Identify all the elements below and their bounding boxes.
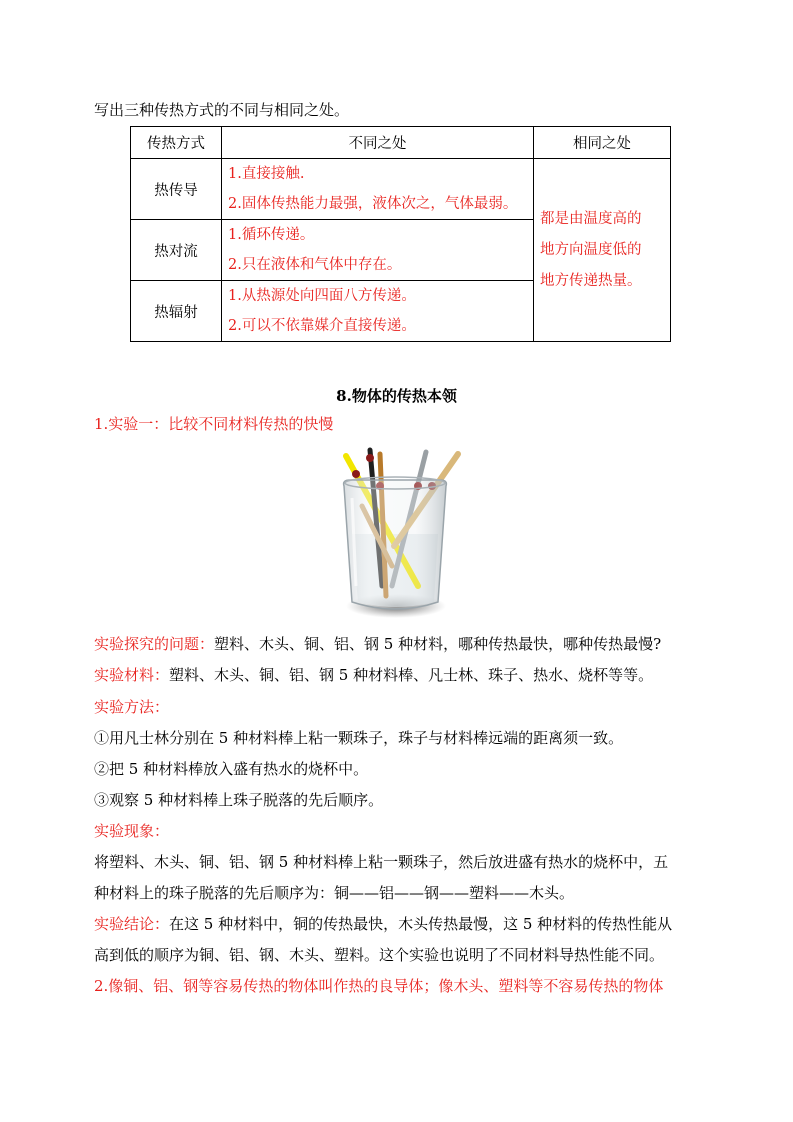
diff-cell bbox=[222, 159, 534, 220]
experiment-heading: 1.实验一：比较不同材料传热的快慢 bbox=[94, 415, 334, 433]
method-cell: 热对流 bbox=[131, 220, 222, 281]
diff-line: 1.从热源处向四面八方传递。 bbox=[228, 288, 416, 304]
diff-line: 2.固体传热能力最强，液体次之，气体最弱。 bbox=[228, 196, 518, 212]
phenomenon-line: 将塑料、木头、铜、铝、钢 5 种材料棒上粘一颗珠子，然后放进盛有热水的烧杯中，五 bbox=[94, 853, 669, 871]
conclusion-line-2: 高到低的顺序为铜、铝、钢、木头、塑料。这个实验也说明了不同材料导热性能不同。 bbox=[94, 946, 665, 964]
conclusion-label: 实验结论： bbox=[94, 915, 170, 933]
materials-line bbox=[94, 665, 653, 685]
conclusion-text: 在这 5 种材料中，铜的传热最快，木头传热最慢，这 5 种材料的传热性能从 bbox=[169, 915, 673, 933]
question-text: 塑料、木头、铜、铝、钢 5 种材料，哪种传热最快，哪种传热最慢? bbox=[214, 635, 662, 653]
step-item: ②把 5 种材料棒放入盛有热水的烧杯中。 bbox=[94, 760, 369, 778]
phenomenon-line: 种材料上的珠子脱落的先后顺序为：铜——铝——钢——塑料——木头。 bbox=[94, 884, 575, 902]
header-differences: 不同之处 bbox=[222, 127, 534, 159]
method-label: 实验方法： bbox=[94, 698, 170, 716]
step-item: ③观察 5 种材料棒上珠子脱落的先后顺序。 bbox=[94, 791, 384, 809]
materials-text: 塑料、木头、铜、铝、钢 5 种材料棒、凡士林、珠子、热水、烧杯等等。 bbox=[169, 666, 654, 684]
question-line bbox=[94, 634, 661, 654]
header-similarities: 相同之处 bbox=[534, 127, 671, 159]
diff-line: 1.循环传递。 bbox=[228, 227, 315, 243]
diff-line: 2.只在液体和气体中存在。 bbox=[228, 257, 402, 273]
method-cell: 热传导 bbox=[131, 159, 222, 220]
same-line: 地方传递热量。 bbox=[540, 272, 642, 289]
beaker-image bbox=[322, 446, 468, 622]
bead bbox=[352, 470, 360, 478]
note-line: 2.像铜、铝、钢等容易传热的物体叫作热的良导体；像木头、塑料等不容易传热的物体 bbox=[94, 977, 664, 995]
same-line: 都是由温度高的 bbox=[540, 210, 642, 227]
table-row bbox=[131, 159, 671, 220]
intro-text: 写出三种传热方式的不同与相同之处。 bbox=[94, 101, 350, 119]
same-line: 地方向温度低的 bbox=[540, 241, 642, 258]
header-method: 传热方式 bbox=[131, 127, 222, 159]
same-cell bbox=[534, 159, 671, 342]
method-cell: 热辐射 bbox=[131, 281, 222, 342]
conclusion-line bbox=[94, 914, 672, 934]
table-header-row bbox=[131, 127, 671, 159]
materials-label: 实验材料： bbox=[94, 666, 170, 684]
question-label: 实验探究的问题： bbox=[94, 635, 215, 653]
diff-line: 2.可以不依靠媒介直接传递。 bbox=[228, 318, 416, 334]
diff-line: 1.直接接触. bbox=[228, 166, 305, 182]
beaker-illustration bbox=[322, 446, 468, 622]
diff-cell bbox=[222, 220, 534, 281]
bead bbox=[366, 454, 374, 462]
heat-transfer-table bbox=[130, 126, 671, 342]
diff-cell bbox=[222, 281, 534, 342]
section-title: 8.物体的传热本领 bbox=[336, 387, 457, 405]
phenomenon-label: 实验现象： bbox=[94, 822, 170, 840]
step-item: ①用凡士林分别在 5 种材料棒上粘一颗珠子，珠子与材料棒远端的距离须一致。 bbox=[94, 729, 624, 747]
